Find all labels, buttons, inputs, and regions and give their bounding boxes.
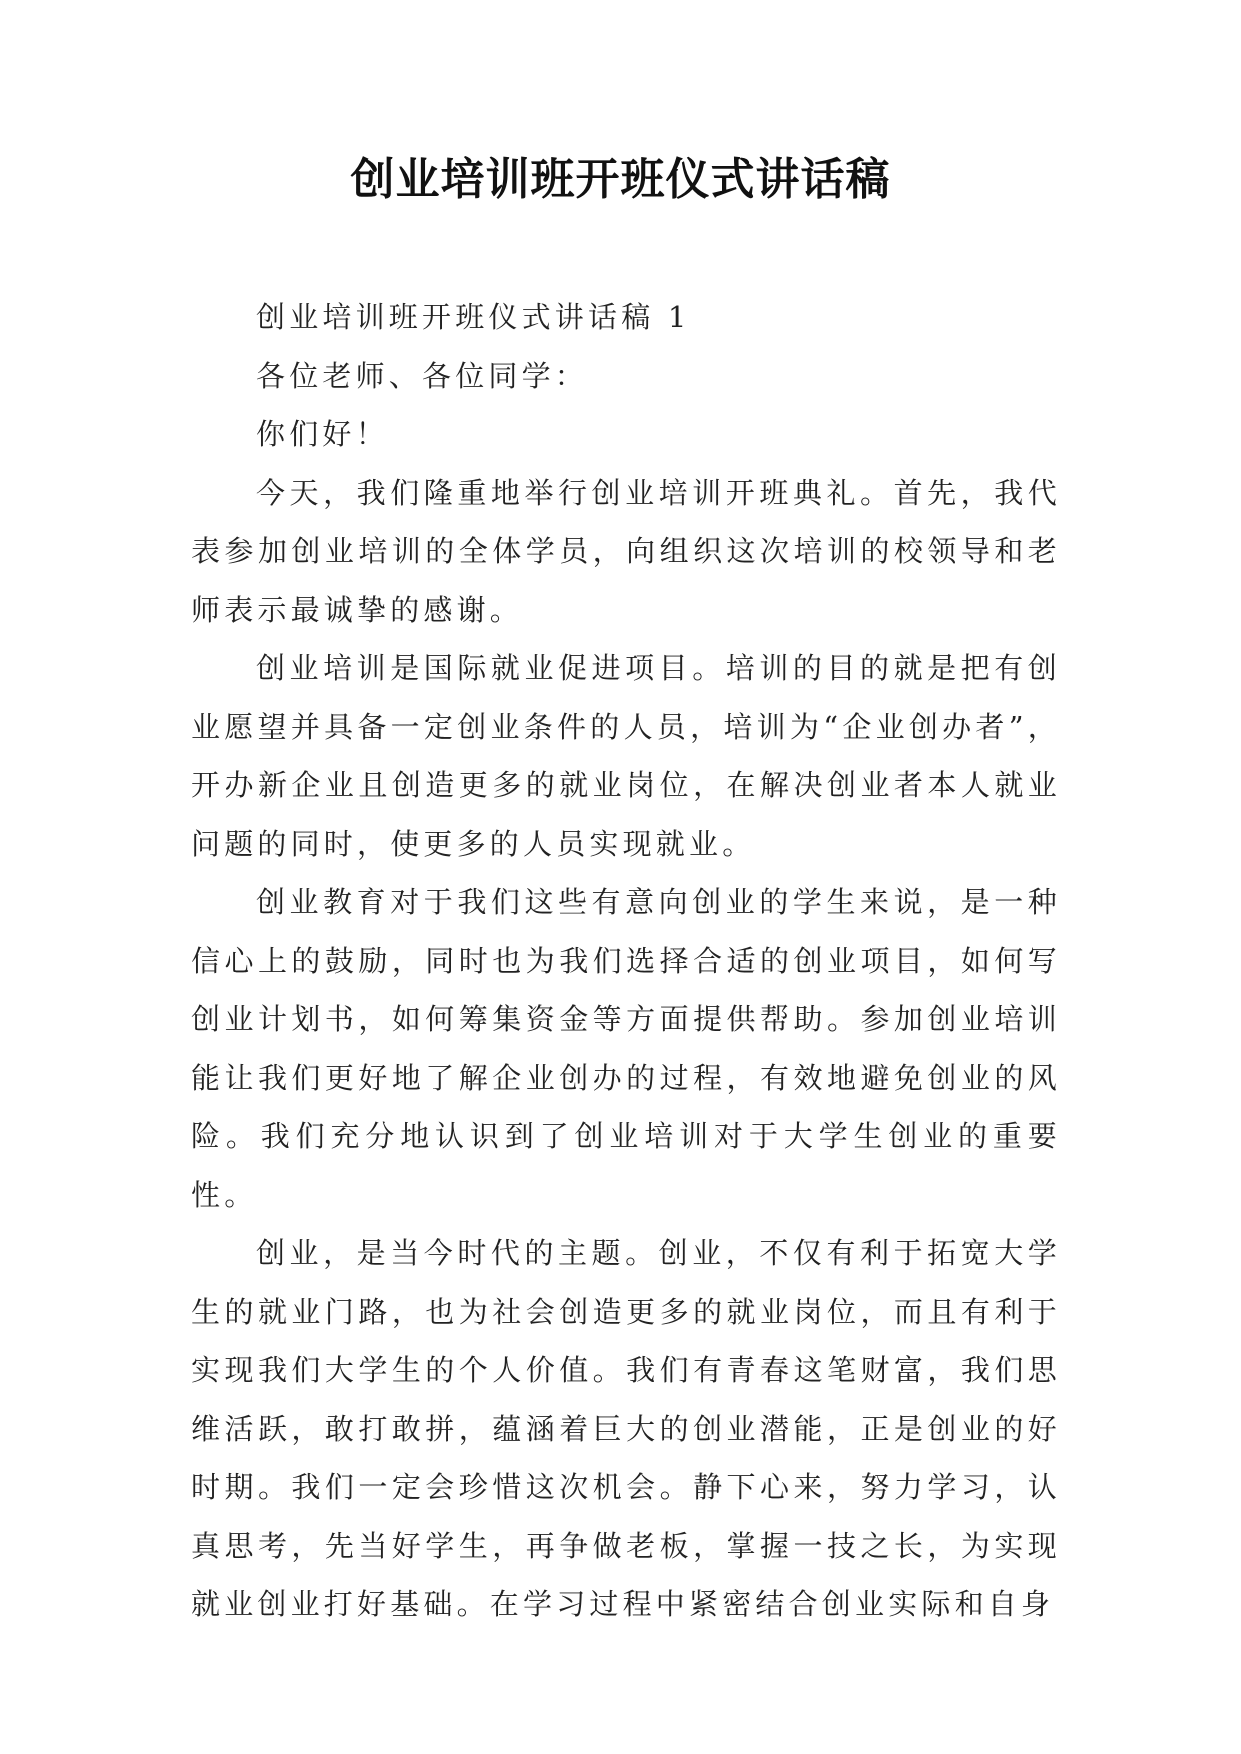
paragraph: 创业培训是国际就业促进项目。培训的目的就是把有创业愿望并具备一定创业条件的人员，培训为“企业创办者”，开办新企业且创造更多的就业岗位，在解决创业者本人就业问题的同时，使更多的人员实现就业。 [191,651,1061,861]
paragraph: 创业教育对于我们这些有意向创业的学生来说，是一种信心上的鼓励，同时也为我们选择合适的创业项目，如何写创业计划书，如何筹集资金等方面提供帮助。参加创业培训能让我们更好地了解企业创办的过程，有效地避免创业的风险。我们充分地认识到了创业培训对于大学生创业的重要性。 [191,885,1061,1212]
document-title: 创业培训班开班仪式讲话稿 [350,154,891,205]
paragraph-greeting: 你们好！ [256,417,389,451]
paragraph: 创业，是当今时代的主题。创业，不仅有利于拓宽大学生的就业门路，也为社会创造更多的就业岗位，而且有利于实现我们大学生的个人价值。我们有青春这笔财富，我们思维活跃，敢打敢拼，蕴涵着巨大的创业潜能，正是创业的好时期。我们一定会珍惜这次机会。静下心来，努力学习，认真思考，先当好学生，再争做老板，掌握一技之长，为实现就业创业打好基础。在学习过程中紧密结合创业实际和自身 [191,1236,1061,1621]
paragraph-subtitle: 创业培训班开班仪式讲话稿 1 [256,300,691,334]
paragraph: 今天，我们隆重地举行创业培训开班典礼。首先，我代表参加创业培训的全体学员，向组织这次培训的校领导和老师表示最诚挚的感谢。 [191,475,1061,627]
paragraph-salutation: 各位老师、各位同学： [256,358,589,393]
document-body [191,288,1061,1634]
